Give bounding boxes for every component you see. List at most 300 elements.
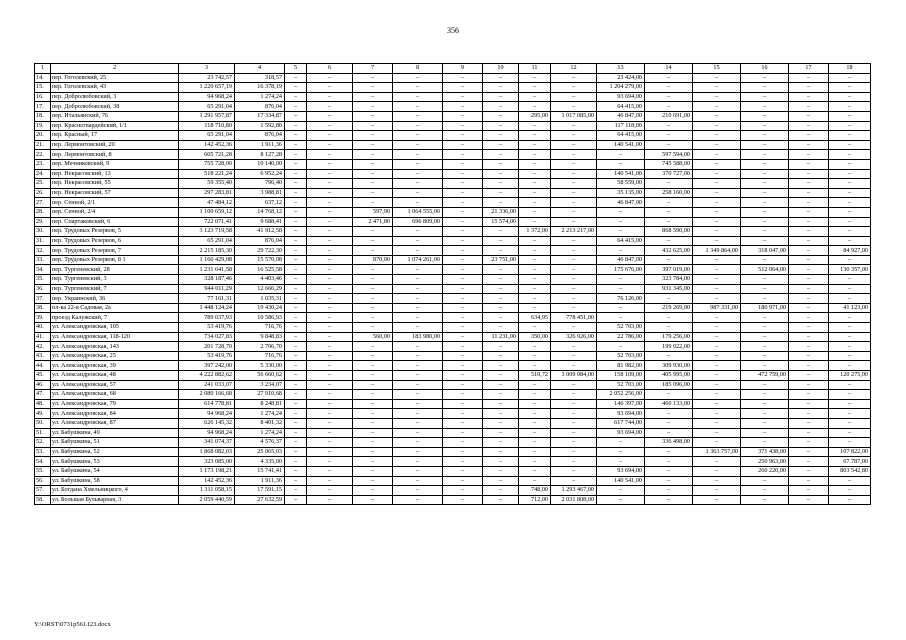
table-cell: –: [829, 486, 871, 496]
table-cell: –: [519, 188, 551, 198]
table-cell: 175 676,00: [597, 265, 645, 275]
table-cell: –: [789, 236, 829, 246]
table-cell: ул. Бабушкина, 53: [51, 457, 179, 467]
table-cell: –: [483, 399, 519, 409]
table-cell: –: [307, 428, 353, 438]
table-cell: 22 786,00: [597, 332, 645, 342]
table-cell: 48.: [35, 399, 51, 409]
table-cell: 52 703,00: [597, 380, 645, 390]
table-cell: 8 401,32: [235, 418, 285, 428]
table-cell: –: [353, 150, 393, 160]
data-table: [34, 63, 871, 505]
table-cell: –: [829, 179, 871, 189]
table-cell: –: [551, 265, 597, 275]
table-cell: пер. Красный, 17: [51, 131, 179, 141]
table-cell: 1 372,00: [519, 227, 551, 237]
table-cell: –: [353, 294, 393, 304]
table-cell: –: [307, 179, 353, 189]
table-cell: 22.: [35, 150, 51, 160]
table-cell: 15.: [35, 83, 51, 93]
table-cell: –: [519, 92, 551, 102]
table-cell: –: [353, 351, 393, 361]
table-cell: 326 926,00: [551, 332, 597, 342]
table-cell: 23 742,57: [179, 73, 235, 83]
table-cell: 748,00: [519, 486, 551, 496]
table-cell: 295,00: [519, 111, 551, 121]
table-cell: –: [307, 198, 353, 208]
table-cell: –: [551, 323, 597, 333]
table-cell: –: [551, 476, 597, 486]
table-cell: –: [353, 418, 393, 428]
table-cell: ул. Бабушкина, 49: [51, 428, 179, 438]
table-cell: –: [393, 294, 443, 304]
table-cell: –: [483, 438, 519, 448]
table-cell: –: [285, 294, 307, 304]
table-cell: –: [483, 159, 519, 169]
table-cell: –: [307, 207, 353, 217]
table-cell: –: [551, 188, 597, 198]
table-cell: –: [645, 207, 693, 217]
table-cell: –: [693, 159, 741, 169]
table-cell: –: [353, 284, 393, 294]
table-cell: –: [285, 188, 307, 198]
table-cell: –: [693, 265, 741, 275]
table-cell: 1 074 261,00: [393, 255, 443, 265]
table-cell: –: [483, 121, 519, 131]
table-cell: –: [393, 466, 443, 476]
table-cell: 10 586,93: [235, 313, 285, 323]
table-cell: –: [645, 409, 693, 419]
table-cell: 46.: [35, 380, 51, 390]
table-row: [35, 169, 871, 179]
header-cell: 4: [235, 64, 285, 74]
table-cell: –: [741, 495, 789, 505]
table-cell: –: [519, 323, 551, 333]
table-cell: –: [285, 466, 307, 476]
table-cell: –: [285, 255, 307, 265]
table-cell: 118 710,80: [179, 121, 235, 131]
table-cell: –: [829, 495, 871, 505]
table-cell: –: [393, 495, 443, 505]
table-cell: –: [789, 303, 829, 313]
table-cell: –: [393, 476, 443, 486]
header-cell: 7: [353, 64, 393, 74]
table-cell: –: [285, 457, 307, 467]
table-cell: пер. Тургеневский, 28: [51, 265, 179, 275]
table-cell: 2 059 440,59: [179, 495, 235, 505]
table-cell: –: [443, 217, 483, 227]
table-cell: 183 980,00: [393, 332, 443, 342]
table-cell: 9 688,41: [235, 217, 285, 227]
table-cell: –: [443, 131, 483, 141]
table-cell: 241 033,07: [179, 380, 235, 390]
table-cell: 14.: [35, 73, 51, 83]
table-cell: –: [353, 265, 393, 275]
table-cell: 41.: [35, 332, 51, 342]
table-cell: –: [519, 265, 551, 275]
table-cell: –: [393, 371, 443, 381]
table-cell: –: [789, 179, 829, 189]
table-cell: –: [693, 227, 741, 237]
table-cell: ул. Бабушкина, 51: [51, 438, 179, 448]
table-cell: –: [551, 457, 597, 467]
table-cell: 5 330,00: [235, 361, 285, 371]
table-cell: 15 574,00: [483, 217, 519, 227]
table-cell: –: [693, 313, 741, 323]
table-cell: –: [829, 361, 871, 371]
table-cell: 258 160,00: [645, 188, 693, 198]
table-cell: –: [519, 294, 551, 304]
table-cell: –: [483, 131, 519, 141]
header-cell: 3: [179, 64, 235, 74]
table-cell: 597 594,00: [645, 150, 693, 160]
table-cell: 868 590,00: [645, 227, 693, 237]
table-cell: –: [693, 390, 741, 400]
table-cell: 142 452,36: [179, 140, 235, 150]
table-cell: пер. Некрасовский, 55: [51, 179, 179, 189]
table-cell: –: [789, 188, 829, 198]
table-cell: –: [285, 399, 307, 409]
table-cell: –: [393, 150, 443, 160]
table-cell: –: [741, 150, 789, 160]
table-cell: –: [597, 342, 645, 352]
table-cell: –: [307, 390, 353, 400]
table-cell: 1 064 555,00: [393, 207, 443, 217]
table-cell: –: [597, 207, 645, 217]
table-cell: –: [741, 102, 789, 112]
table-cell: –: [693, 236, 741, 246]
table-cell: –: [307, 236, 353, 246]
table-cell: –: [551, 217, 597, 227]
table-cell: –: [353, 111, 393, 121]
table-cell: –: [519, 380, 551, 390]
table-cell: –: [693, 332, 741, 342]
table-row: [35, 495, 871, 505]
table-cell: –: [307, 246, 353, 256]
table-cell: –: [693, 73, 741, 83]
table-cell: –: [285, 73, 307, 83]
table-cell: –: [519, 284, 551, 294]
table-cell: –: [551, 351, 597, 361]
table-cell: 64 415,00: [597, 236, 645, 246]
table-cell: –: [443, 457, 483, 467]
table-cell: –: [829, 255, 871, 265]
table-cell: –: [741, 438, 789, 448]
table-cell: 57.: [35, 486, 51, 496]
table-cell: –: [645, 457, 693, 467]
table-cell: –: [693, 409, 741, 419]
table-cell: –: [741, 332, 789, 342]
table-row: [35, 418, 871, 428]
table-cell: –: [307, 438, 353, 448]
table-cell: 65 291,04: [179, 102, 235, 112]
table-cell: –: [353, 169, 393, 179]
table-cell: –: [829, 159, 871, 169]
table-cell: –: [307, 476, 353, 486]
table-cell: –: [519, 140, 551, 150]
table-cell: 142 452,36: [179, 476, 235, 486]
table-cell: –: [443, 227, 483, 237]
table-cell: –: [353, 399, 393, 409]
table-cell: –: [645, 428, 693, 438]
table-cell: –: [483, 265, 519, 275]
header-cell: 5: [285, 64, 307, 74]
table-cell: –: [353, 428, 393, 438]
table-cell: 755 728,00: [179, 159, 235, 169]
table-cell: пер. Добролюбовский, 3: [51, 92, 179, 102]
table-cell: –: [741, 207, 789, 217]
table-cell: –: [829, 275, 871, 285]
table-cell: 219 269,00: [645, 303, 693, 313]
table-cell: 94 968,24: [179, 428, 235, 438]
table-row: [35, 342, 871, 352]
table-cell: –: [645, 92, 693, 102]
table-cell: 716,76: [235, 323, 285, 333]
table-cell: 803 542,80: [829, 466, 871, 476]
table-cell: –: [307, 371, 353, 381]
table-cell: –: [645, 236, 693, 246]
table-cell: –: [285, 418, 307, 428]
table-cell: 84 927,00: [829, 246, 871, 256]
table-cell: –: [551, 140, 597, 150]
table-cell: –: [483, 457, 519, 467]
table-cell: –: [519, 131, 551, 141]
table-cell: –: [285, 236, 307, 246]
table-row: [35, 275, 871, 285]
table-row: [35, 179, 871, 189]
table-cell: –: [693, 438, 741, 448]
table-cell: –: [285, 332, 307, 342]
table-cell: 65 291,04: [179, 131, 235, 141]
table-cell: –: [741, 323, 789, 333]
table-cell: –: [829, 438, 871, 448]
table-cell: –: [789, 457, 829, 467]
table-cell: 21 336,00: [483, 207, 519, 217]
table-cell: –: [353, 198, 393, 208]
table-cell: 46 847,00: [597, 255, 645, 265]
table-cell: ул. Александровская, 25: [51, 351, 179, 361]
table-cell: –: [353, 179, 393, 189]
table-cell: пер. Тургеневский, 3: [51, 275, 179, 285]
table-cell: –: [285, 303, 307, 313]
table-cell: –: [829, 207, 871, 217]
table-cell: –: [483, 323, 519, 333]
table-cell: 39.: [35, 313, 51, 323]
table-cell: 405 995,00: [645, 371, 693, 381]
table-cell: пер. Лермонтовский, 8: [51, 150, 179, 160]
table-cell: 560,00: [353, 332, 393, 342]
table-cell: –: [443, 246, 483, 256]
table-cell: –: [597, 150, 645, 160]
table-cell: 1 911,36: [235, 140, 285, 150]
table-row: [35, 255, 871, 265]
table-cell: –: [285, 323, 307, 333]
table-cell: –: [483, 227, 519, 237]
table-cell: 41 912,58: [235, 227, 285, 237]
table-cell: 1 220 657,19: [179, 83, 235, 93]
table-cell: 1 349 864,00: [693, 246, 741, 256]
table-cell: –: [789, 323, 829, 333]
table-cell: –: [353, 73, 393, 83]
table-cell: –: [741, 476, 789, 486]
table-cell: 52.: [35, 438, 51, 448]
table-cell: –: [519, 246, 551, 256]
table-cell: –: [393, 131, 443, 141]
table-cell: –: [285, 265, 307, 275]
table-cell: –: [285, 227, 307, 237]
table-cell: –: [483, 198, 519, 208]
table-cell: –: [829, 92, 871, 102]
table-cell: –: [285, 246, 307, 256]
table-cell: –: [551, 418, 597, 428]
table-row: [35, 428, 871, 438]
table-cell: –: [693, 361, 741, 371]
table-cell: –: [741, 169, 789, 179]
table-cell: –: [789, 111, 829, 121]
table-cell: –: [829, 198, 871, 208]
table-cell: –: [443, 275, 483, 285]
table-cell: –: [393, 265, 443, 275]
table-cell: 518 221,24: [179, 169, 235, 179]
table-cell: –: [741, 227, 789, 237]
table-cell: –: [483, 73, 519, 83]
table-cell: –: [393, 140, 443, 150]
table-cell: –: [483, 294, 519, 304]
table-cell: пер. Лермонтовский, 20: [51, 140, 179, 150]
table-cell: –: [393, 428, 443, 438]
table-cell: 3 009 084,00: [551, 371, 597, 381]
table-cell: –: [443, 121, 483, 131]
table-cell: –: [393, 246, 443, 256]
table-cell: –: [307, 188, 353, 198]
table-cell: –: [741, 486, 789, 496]
table-cell: –: [307, 73, 353, 83]
table-cell: 260 220,00: [741, 466, 789, 476]
table-cell: 44.: [35, 361, 51, 371]
table-cell: –: [693, 476, 741, 486]
table-cell: –: [551, 380, 597, 390]
table-cell: –: [285, 92, 307, 102]
table-cell: –: [483, 361, 519, 371]
table-cell: –: [393, 447, 443, 457]
table-cell: 1 274,24: [235, 92, 285, 102]
table-cell: 29 722,30: [235, 246, 285, 256]
table-cell: –: [829, 83, 871, 93]
table-cell: –: [483, 390, 519, 400]
table-cell: –: [693, 418, 741, 428]
table-cell: –: [519, 102, 551, 112]
table-cell: 31.: [35, 236, 51, 246]
table-cell: –: [829, 399, 871, 409]
table-cell: –: [519, 409, 551, 419]
table-cell: ул. Бабушкина, 58: [51, 476, 179, 486]
table-cell: –: [285, 313, 307, 323]
table-cell: –: [353, 409, 393, 419]
table-cell: 36.: [35, 284, 51, 294]
table-row: [35, 438, 871, 448]
table-cell: –: [741, 179, 789, 189]
table-cell: –: [829, 332, 871, 342]
table-row: [35, 140, 871, 150]
table-cell: –: [285, 476, 307, 486]
table-cell: –: [353, 121, 393, 131]
table-row: [35, 486, 871, 496]
table-cell: 17 591,15: [235, 486, 285, 496]
table-cell: –: [597, 495, 645, 505]
table-cell: –: [307, 332, 353, 342]
table-cell: 712,00: [519, 495, 551, 505]
table-cell: 328 187,46: [179, 275, 235, 285]
table-cell: 185 096,00: [645, 380, 693, 390]
table-cell: –: [597, 438, 645, 448]
header-cell: 18: [829, 64, 871, 74]
table-row: [35, 284, 871, 294]
table-cell: –: [393, 275, 443, 285]
table-cell: пер. Сенной, 2/4: [51, 207, 179, 217]
table-cell: –: [693, 92, 741, 102]
table-cell: –: [551, 102, 597, 112]
table-cell: –: [645, 294, 693, 304]
table-cell: 29.: [35, 217, 51, 227]
table-cell: –: [285, 486, 307, 496]
table-cell: ул. Александровская, 39: [51, 361, 179, 371]
table-cell: –: [307, 255, 353, 265]
table-cell: –: [829, 150, 871, 160]
table-cell: –: [285, 390, 307, 400]
table-cell: 146 397,00: [597, 399, 645, 409]
table-cell: –: [307, 361, 353, 371]
table-cell: –: [693, 188, 741, 198]
table-cell: 28.: [35, 207, 51, 217]
table-cell: –: [551, 159, 597, 169]
table-cell: –: [551, 169, 597, 179]
table-cell: 25 065,03: [235, 447, 285, 457]
table-cell: –: [393, 83, 443, 93]
table-row: [35, 111, 871, 121]
table-cell: –: [307, 294, 353, 304]
table-cell: 117 118,00: [597, 121, 645, 131]
table-cell: –: [789, 83, 829, 93]
table-cell: 3 123 719,58: [179, 227, 235, 237]
table-cell: –: [645, 390, 693, 400]
table-cell: –: [645, 495, 693, 505]
table-cell: –: [597, 486, 645, 496]
table-cell: 27.: [35, 198, 51, 208]
table-cell: –: [307, 227, 353, 237]
table-header: [35, 64, 871, 74]
table-cell: –: [483, 236, 519, 246]
table-cell: –: [645, 102, 693, 112]
table-cell: 716,76: [235, 351, 285, 361]
table-cell: пер. Спартаковский, 6: [51, 217, 179, 227]
table-cell: 43.: [35, 351, 51, 361]
table-cell: –: [693, 457, 741, 467]
table-cell: –: [483, 313, 519, 323]
table-cell: –: [551, 409, 597, 419]
table-cell: –: [741, 399, 789, 409]
table-cell: –: [443, 294, 483, 304]
table-cell: –: [307, 380, 353, 390]
table-cell: –: [483, 188, 519, 198]
table-cell: –: [285, 447, 307, 457]
table-cell: –: [353, 313, 393, 323]
table-cell: –: [307, 275, 353, 285]
table-cell: –: [789, 380, 829, 390]
table-cell: –: [353, 342, 393, 352]
table-cell: –: [393, 486, 443, 496]
table-cell: 4 576,37: [235, 438, 285, 448]
table-cell: 64 415,00: [597, 102, 645, 112]
